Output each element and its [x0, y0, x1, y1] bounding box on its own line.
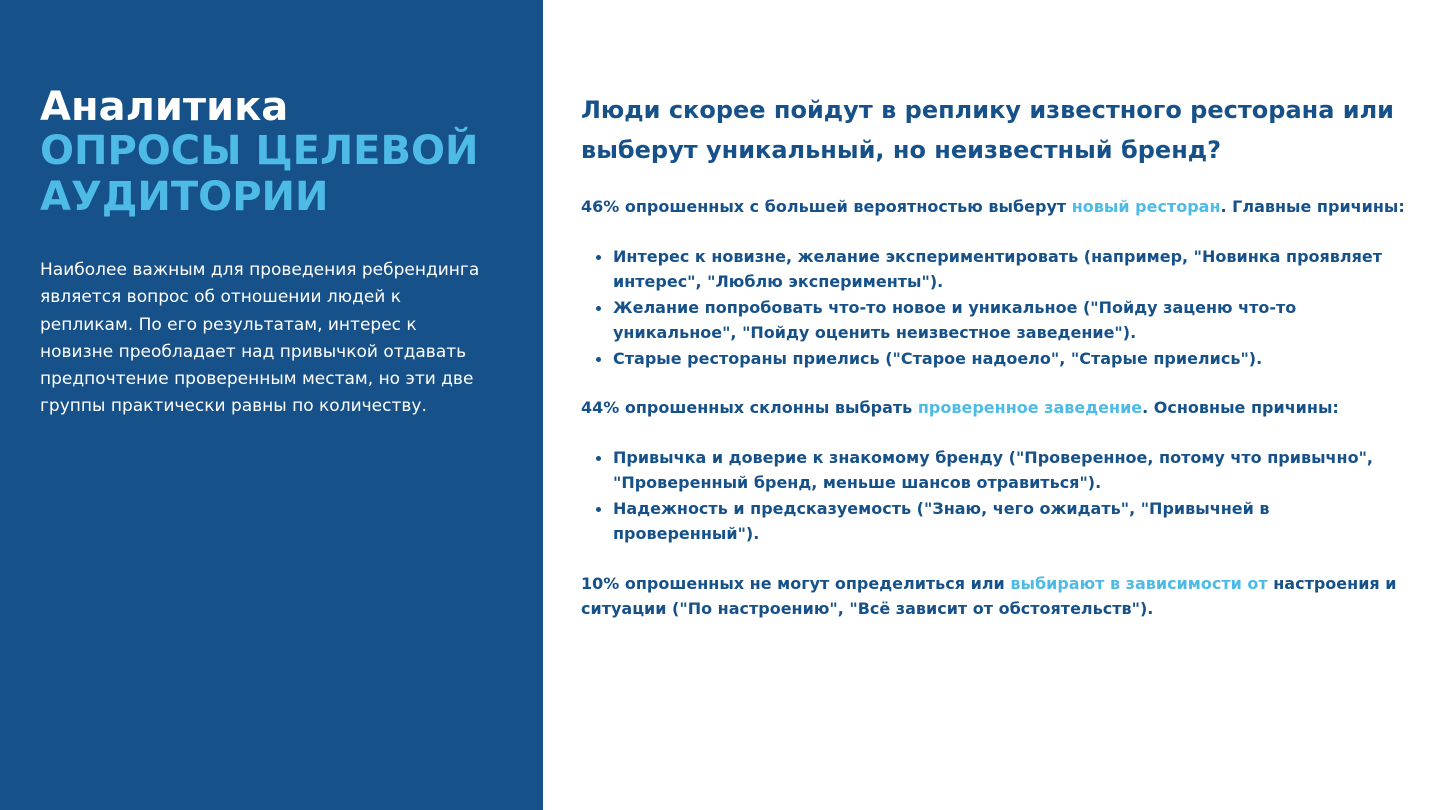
list-item: Надежность и предсказуемость ("Знаю, чего ожидать", "Привычней в проверенный"). — [581, 496, 1411, 547]
group-new-summary — [581, 194, 1411, 220]
group-proven-lead: 44% опрошенных склонны выбрать — [581, 398, 918, 417]
page-subtitle: ОПРОСЫ ЦЕЛЕВОЙ АУДИТОРИИ — [40, 128, 479, 220]
group-undecided-summary — [581, 571, 1411, 622]
list-item: Привычка и доверие к знакомому бренду ("Проверенное, потому что привычно", "Проверенный бренд, меньше шансов отравиться"). — [581, 445, 1411, 496]
page-title: Аналитика — [40, 84, 289, 130]
list-item: Старые рестораны приелись ("Старое надоело", "Старые приелись"). — [581, 346, 1411, 372]
group-new-tail: . Главные причины: — [1220, 197, 1405, 216]
group-proven-highlight: проверенное заведение — [917, 398, 1143, 417]
main-content — [581, 90, 1411, 622]
group-proven-reasons — [581, 445, 1411, 547]
list-item: Интерес к новизне, желание экспериментировать (например, "Новинка проявляет интерес", "Люблю эксперименты"). — [581, 244, 1411, 295]
survey-question: Люди скорее пойдут в реплику известного ресторана или выберут уникальный, но неизвестный бренд? — [581, 96, 1394, 164]
group-proven-summary — [581, 395, 1411, 421]
group-new-reasons — [581, 244, 1411, 372]
group-undecided-highlight: выбирают в зависимости от — [1010, 573, 1268, 593]
group-proven-tail: . Основные причины: — [1142, 398, 1339, 417]
group-undecided-tail: настроения и ситуации ("По настроению", "Всё зависит от обстоятельств"). — [581, 573, 1397, 618]
list-item: Желание попробовать что-то новое и уникальное ("Пойду заценю что-то уникальное", "Пойду оценить неизвестное заведение"). — [581, 295, 1411, 346]
group-new-lead: 46% опрошенных с большей вероятностью выберут — [581, 197, 1072, 216]
group-new-highlight: новый ресторан — [1071, 197, 1221, 216]
sidebar-panel — [0, 0, 543, 810]
intro-text: Наиболее важным для проведения ребрендинга является вопрос об отношении людей к репликам. По его результатам, интерес к новизне преобладает над привычкой отдавать предпочтение проверенным местам, но эти две группы практически равны по количеству. — [40, 260, 480, 417]
group-undecided-lead: 10% опрошенных не могут определиться или — [581, 573, 1011, 593]
